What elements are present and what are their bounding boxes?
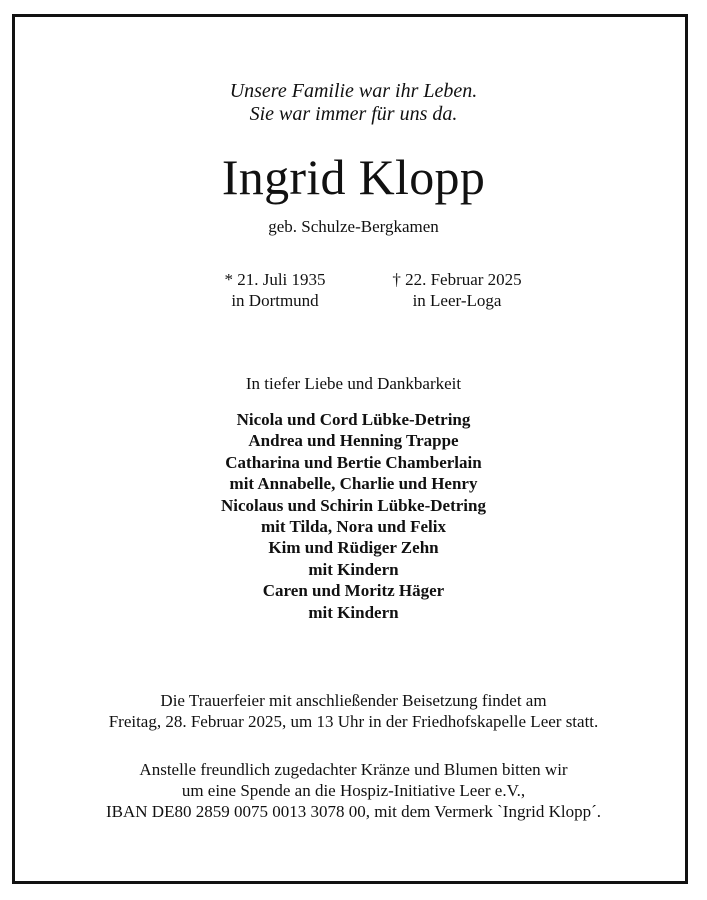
ceremony-line-1: Die Trauerfeier mit anschließender Beisetzung findet am: [160, 691, 547, 710]
mourner-line: Nicolaus und Schirin Lübke-Detring: [221, 495, 486, 515]
mourners-intro: In tiefer Liebe und Dankbarkeit: [245, 374, 462, 393]
mourner-line: mit Annabelle, Charlie und Henry: [229, 474, 478, 494]
mourner-line: Kim und Rüdiger Zehn: [268, 538, 439, 558]
ceremony-info: [0, 690, 707, 732]
motto-line-1: Unsere Familie war ihr Leben.: [229, 80, 478, 102]
donation-line-2: um eine Spende an die Hospiz-Initiative Leer e.V.,: [181, 781, 526, 800]
donation-line-3: IBAN DE80 2859 0075 0013 3078 00, mit dem Vermerk `Ingrid Klopp´.: [106, 802, 601, 821]
birth-place: in Dortmund: [231, 291, 319, 310]
mourner-line: Andrea und Henning Trappe: [248, 431, 459, 451]
mourner-line: mit Tilda, Nora und Felix: [261, 517, 446, 537]
maiden-name: geb. Schulze-Bergkamen: [268, 217, 439, 236]
death-info: [372, 269, 542, 311]
mourner-line: mit Kindern: [308, 602, 399, 622]
mourner-line: Caren und Moritz Häger: [262, 581, 445, 601]
mourner-line: mit Kindern: [308, 559, 399, 579]
deceased-name: Ingrid Klopp: [221, 149, 486, 205]
donation-line-1: Anstelle freundlich zugedachter Kränze und Blumen bitten wir: [139, 760, 568, 779]
donation-info: [0, 759, 707, 822]
motto: [0, 80, 707, 126]
birth-date: * 21. Juli 1935: [224, 270, 326, 289]
birth-info: [205, 269, 345, 311]
ceremony-line-2: Freitag, 28. Februar 2025, um 13 Uhr in der Friedhofskapelle Leer statt.: [108, 712, 599, 731]
death-place: in Leer-Loga: [412, 291, 502, 310]
mourner-line: Nicola und Cord Lübke-Detring: [236, 410, 471, 429]
mourners-list: [0, 409, 707, 623]
death-date: † 22. Februar 2025: [392, 270, 522, 289]
motto-line-2: Sie war immer für uns da.: [249, 103, 458, 125]
mourner-line: Catharina und Bertie Chamberlain: [225, 452, 482, 472]
